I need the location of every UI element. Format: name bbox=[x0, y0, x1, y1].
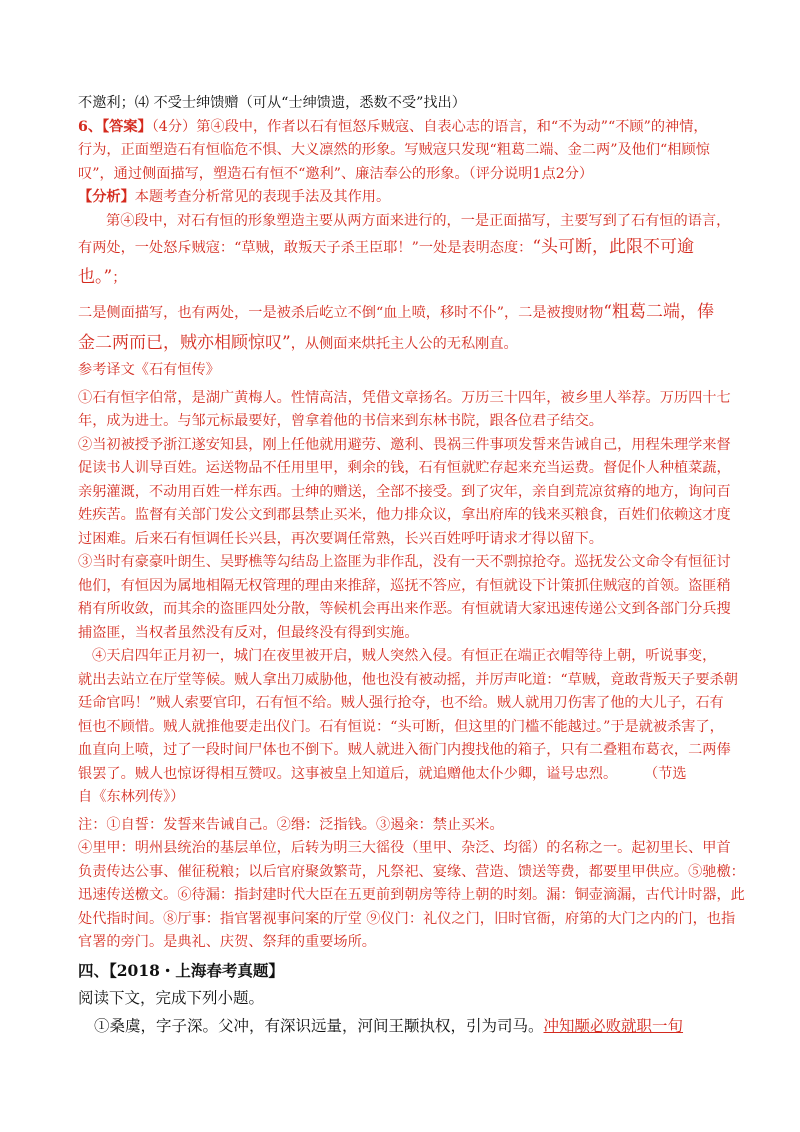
passage-text: ①桑虞，字子深。父冲，有深识远量，河间王颙执权，引为司马。 bbox=[94, 1016, 544, 1035]
note-line: 迅速传送檄文。⑥待漏：指封建时代大臣在五更前到朝房等待上朝的时刻。漏：铜壶滴漏，古代计时器，此 bbox=[78, 887, 745, 903]
note-line: ④里甲：明州县统治的基层单位，后转为明三大徭役（里甲、杂泛、均徭）的名称之一。起初里长、甲首 bbox=[78, 840, 731, 856]
note-line: 注：①自誓：发誓来告诫自己。②缗：泛指钱。③遏籴：禁止买米。 bbox=[78, 816, 504, 833]
translation-line: 就出去站立在厅堂等候。贼人拿出刀威胁他，他也没有被动摇，并厉声叱道：“草贼，竟敢背叛天子要杀朝 bbox=[78, 671, 738, 688]
translation-line: 年，成为进士。与邹元标最要好，曾拿着他的书信来到东林书院，跟各位君子结交。 bbox=[78, 413, 603, 429]
translation-line: 廷命官吗！”贼人索要官印，石有恒不给。贼人强行抢夺，也不给。贼人就用刀伤害了他的大儿子，石有 bbox=[78, 695, 724, 711]
answer-line-2 bbox=[78, 116, 730, 140]
translation-paragraph-1 bbox=[78, 387, 730, 434]
answer-line-3: 行为，正面塑造石有恒临危不惧、大义凛然的形象。写贼寇只发现“粗葛二端、金二两”及他们“相顾惊 bbox=[78, 142, 710, 158]
analysis-line-5 bbox=[78, 297, 730, 328]
translation-line: ③当时有豪豪叶朗生、吴野樵等勾结岛上盗匪为非作乱，没有一天不剽掠抢夺。巡抚发公文命令有恒征讨 bbox=[78, 554, 731, 570]
answer-tag: 【答案】 bbox=[102, 118, 152, 135]
translation-paragraph-4 bbox=[78, 645, 738, 810]
analysis-quote-2: “粗葛二端，俸 bbox=[603, 302, 714, 322]
analysis-line-1 bbox=[78, 186, 730, 210]
translation-line-text: 银罢了。贼人也惊讶得相互赞叹。这事被皇上知道后，就追赠他太仆少卿，谥号忠烈。 bbox=[78, 765, 618, 782]
section-four-instruction: 阅读下文，完成下列小题。 bbox=[78, 988, 265, 1007]
translation-line: 他们，有恒因为属地相隔无权管理的理由来推辞，巡抚不答应，有恒就设下计策抓住贼寇的首领。盗匪稍 bbox=[78, 577, 731, 594]
translation-paragraph-2 bbox=[78, 434, 730, 552]
document-page bbox=[78, 92, 745, 1040]
note-line: 处代指时间。⑧厅事：指官署视事问案的厅堂 ⑨仪门：礼仪之门，旧时官衙，府第的大门之内的门，也指 bbox=[78, 910, 736, 927]
analysis-quote-1: “头可断，此限不可逾 bbox=[532, 237, 695, 257]
translation-paragraph-3 bbox=[78, 551, 730, 645]
translation-line: 过困难。后来石有恒调任长兴县，再次要调任常熟，长兴百姓呼吁请求才得以留下。 bbox=[78, 530, 603, 547]
translation-line: 促读书人训导百姓。运送物品不任用里甲，剩余的钱，石有恒就贮存起来充当运费。督促仆人种植菜蔬， bbox=[78, 460, 731, 476]
translation-line: 血直向上喷，过了一段时间尸体也不倒下。贼人就进入衙门内搜找他的箱子，只有二叠粗布葛衣，二两俸 bbox=[78, 742, 731, 758]
analysis-line-2: 第④段中，对石有恒的形象塑造主要从两方面来进行的，一是正面描写，主要写到了石有恒的语言， bbox=[106, 212, 731, 229]
translation-line: 亲躬灌溉，不动用百姓一样东西。士绅的赠送，全部不接受。到了灾年，亲自到荒凉贫瘠的地方，询问百 bbox=[78, 483, 731, 500]
underlined-sentence: 冲知颙必败就职一旬 bbox=[543, 1016, 684, 1035]
translation-line: ②当初被授予浙江遂安知县，刚上任他就用避劳、邀利、畏祸三件事项发誓来告诫自己，用程朱理学来督 bbox=[78, 436, 731, 453]
analysis-quote-1-end: 也。” bbox=[78, 267, 113, 287]
analysis-line-6 bbox=[78, 328, 730, 359]
translation-line: 恒也不顾惜。贼人就推他要走出仪门。石有恒说：“头可断，但这里的门槛不能越过。”于是就被杀害了， bbox=[78, 718, 724, 735]
translation-line: ④天启四年正月初一，城门在夜里被开启，贼人突然入侵。有恒正在端正衣帽等待上朝，听说事变， bbox=[92, 648, 717, 664]
analysis-tag: 【分析】 bbox=[78, 189, 135, 205]
analysis-line-3 bbox=[78, 233, 730, 262]
analysis-line-3a: 有两处，一处怒斥贼寇：“草贼，敢叛天子杀王臣耶！”一处是表明态度： bbox=[78, 240, 533, 256]
classical-passage-line bbox=[78, 1012, 730, 1040]
analysis-semicolon: ； bbox=[112, 270, 127, 286]
analysis-line-4 bbox=[78, 262, 730, 293]
translation-title: 参考译文《石有恒传》 bbox=[78, 362, 220, 378]
analysis-line-6b: ，从侧面来烘托主人公的无私刚直。 bbox=[290, 336, 518, 352]
answer-line-2-text: （4分）第④段中，作者以石有恒怒斥贼寇、自表心志的语言，和“不为动”“不顾”的神情， bbox=[151, 118, 708, 135]
answer-line-4: 叹”，通过侧面描写，塑造石有恒不“邀利”、廉洁奉公的形象。（评分说明1点2分） bbox=[78, 165, 594, 182]
translation-line-last bbox=[78, 763, 730, 787]
analysis-quote-2-end: 金二两而已，贼亦相顾惊叹” bbox=[78, 333, 291, 353]
source-note-end: 自《东林列传》） bbox=[78, 789, 185, 805]
note-line: 负责传达公事、催征税粮；以后官府聚敛繁苛，凡祭祀、宴缘、营造、馈送等费，都要里甲供应。⑤驰檄： bbox=[78, 863, 745, 880]
source-note-start: （节选 bbox=[651, 765, 687, 782]
note-line: 官署的旁门。是典礼、庆贺、祭拜的重要场所。 bbox=[78, 934, 376, 950]
translation-notes bbox=[78, 814, 745, 955]
question-number: 6、 bbox=[78, 118, 103, 135]
analysis-line-1-text: 本题考查分析常见的表现手法及其作用。 bbox=[134, 189, 391, 205]
translation-line: 稍有所收敛，而其余的盗匪四处分散，等候机会再出来作恶。有恒就请大家迅速传递公文到各部门分兵搜 bbox=[78, 601, 731, 617]
section-four-heading: 四、【2018・上海春考真题】 bbox=[78, 960, 284, 980]
translation-line: ①石有恒字伯常，是湖广黄梅人。性情高洁，凭借文章扬名。万历三十四年，被乡里人举荐。万历四十七 bbox=[78, 389, 731, 406]
analysis-line-5a: 二是侧面描写，也有两处，一是被杀后屹立不倒“血上喷，移时不仆”，二是被搜财物 bbox=[78, 305, 604, 321]
translation-line: 姓疾苦。监督有关部门发公文到郡县禁止买米，他力排众议，拿出府库的钱来买粮食，百姓们依赖这才度 bbox=[78, 507, 731, 523]
translation-line: 捕盗匪，当权者虽然没有反对，但最终没有得到实施。 bbox=[78, 624, 419, 641]
answer-line-1: 不邀利；⑷ 不受士绅馈赠（可从“士绅馈遗，悉数不受”找出） bbox=[78, 95, 466, 111]
